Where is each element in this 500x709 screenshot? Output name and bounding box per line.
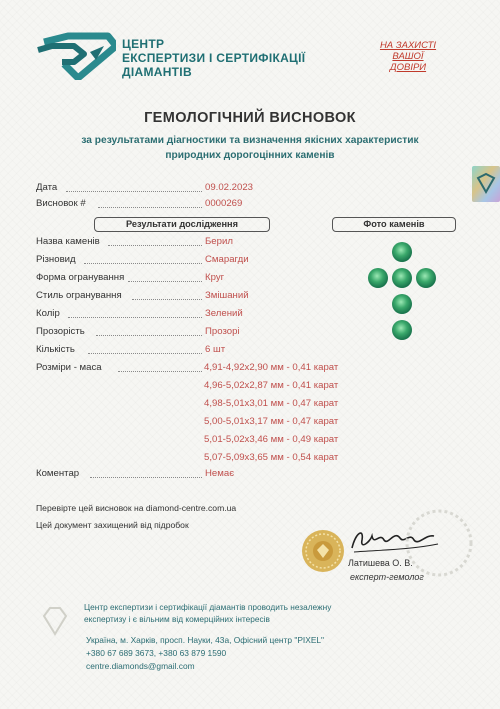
number-value: 0000269 — [205, 198, 243, 209]
footer-line2: експертизу і є вільним від комерційних інтересів — [84, 614, 270, 624]
slogan — [362, 40, 454, 73]
date-value: 09.02.2023 — [205, 182, 254, 193]
org-name-line1: ЦЕНТР — [122, 37, 165, 51]
color-label: Колір — [36, 308, 60, 319]
size-mass-3: 4,98-5,01x3,01 мм - 0,47 карат — [204, 398, 339, 409]
size-mass-6: 5,07-5,09x3,65 мм - 0,54 карат — [204, 452, 339, 463]
dots — [84, 256, 202, 264]
phones: +380 67 689 3673, +380 63 879 1590 — [86, 648, 227, 658]
dots — [88, 346, 202, 354]
hologram-icon — [472, 166, 500, 202]
shape-label: Форма огранування — [36, 272, 125, 283]
slogan-line3: ДОВІРИ — [389, 62, 427, 73]
independence-note — [84, 601, 424, 625]
clarity-label: Прозорість — [36, 326, 85, 337]
slogan-line1: НА ЗАХИСТІ — [379, 40, 437, 51]
stone-name-value: Берил — [205, 236, 233, 247]
footer-line1: Центр експертизи і сертифікації діамантів проводить незалежну — [84, 602, 332, 612]
dots — [96, 328, 202, 336]
results-header: Результати дослідження — [94, 217, 270, 232]
slogan-line2: ВАШОЇ — [392, 51, 424, 62]
size-mass-4: 5,00-5,01x3,17 мм - 0,47 карат — [204, 416, 339, 427]
size-mass-5: 5,01-5,02x3,46 мм - 0,49 карат — [204, 434, 339, 445]
quantity-label: Кількість — [36, 344, 75, 355]
comment-value: Немає — [205, 468, 235, 479]
protected-note: Цей документ захищений від підробок — [36, 520, 189, 530]
verify-note — [36, 503, 236, 513]
subtitle-line2: природних дорогоцінних каменів — [165, 150, 335, 161]
date-dots — [66, 184, 202, 192]
variety-label: Різновид — [36, 254, 76, 265]
watermark-circle-icon — [404, 508, 474, 578]
color-value: Зелений — [205, 308, 243, 319]
diamond-logo-icon — [34, 32, 116, 80]
number-dots — [98, 200, 202, 208]
org-name-line3: ДІАМАНТІВ — [122, 65, 192, 79]
cut-style-value: Змішаний — [205, 290, 249, 301]
size-mass-1: 4,91-4,92x2,90 мм - 0,41 карат — [204, 362, 339, 373]
document-title: ГЕМОЛОГІЧНИЙ ВИСНОВОК — [144, 110, 356, 126]
dots — [108, 238, 202, 246]
verify-prefix: Перевірте цей висновок на — [36, 503, 144, 513]
sizes-label: Розміри - маса — [36, 362, 102, 373]
email-link[interactable]: centre.diamonds@gmail.com — [86, 661, 195, 671]
verify-site-link[interactable]: diamond-centre.com.ua — [145, 503, 237, 513]
stone-name-label: Назва каменів — [36, 236, 100, 247]
dots — [118, 364, 202, 372]
dots — [128, 274, 202, 282]
org-name-line2: ЕКСПЕРТИЗИ І СЕРТИФІКАЦІЇ — [122, 51, 306, 65]
expert-name: Латишева О. В. — [348, 558, 413, 568]
dots — [68, 310, 202, 318]
size-mass-2: 4,96-5,02x2,87 мм - 0,41 карат — [204, 380, 339, 391]
clarity-value: Прозорі — [205, 326, 240, 337]
photo-header: Фото каменів — [332, 217, 456, 232]
cut-style-label: Стиль огранування — [36, 290, 122, 301]
dots — [132, 292, 202, 300]
subtitle-line1: за результатами діагностики та визначення якісних характеристик — [81, 135, 419, 146]
date-label: Дата — [36, 182, 58, 193]
organization-name — [122, 37, 362, 79]
variety-value: Смарагди — [205, 254, 249, 265]
shape-value: Круг — [205, 272, 225, 283]
comment-label: Коментар — [36, 468, 80, 479]
document-subtitle — [40, 133, 460, 163]
quantity-value: 6 шт — [205, 344, 226, 355]
gold-seal-icon — [300, 528, 346, 574]
emerald-stones-photo — [352, 242, 452, 347]
number-label: Висновок # — [36, 198, 86, 209]
watermark-diamond-icon — [40, 604, 70, 638]
address: Україна, м. Харків, просп. Науки, 43а, Офісний центр "PIXEL" — [86, 635, 325, 645]
expert-role: експерт-гемолог — [350, 572, 424, 582]
dots — [90, 470, 202, 478]
